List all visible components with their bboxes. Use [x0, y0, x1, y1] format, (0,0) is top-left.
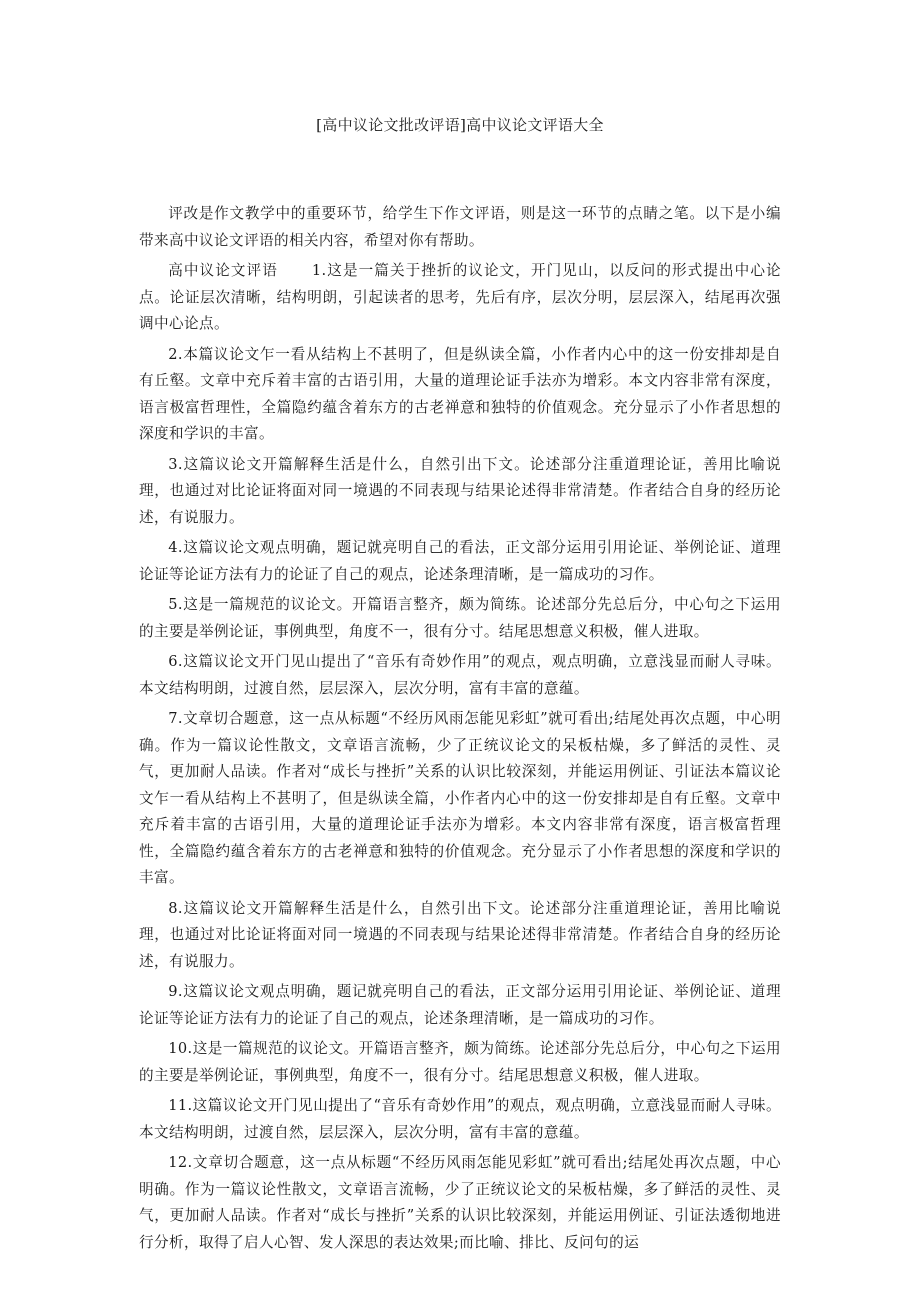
- comment-8: 8.这篇议论文开篇解释生活是什么，自然引出下文。论述部分注重道理论证，善用比喻说理，也通过对比论证将面对同一境遇的不同表现与结果论述得非常清楚。作者结合自身的经历论述，有说服力。: [139, 899, 781, 970]
- intro-paragraph: 评改是作文教学中的重要环节，给学生下作文评语，则是这一环节的点睛之笔。以下是小编带来高中议论文评语的相关内容，希望对你有帮助。: [139, 205, 781, 249]
- comment-11: 11.这篇议论文开门见山提出了“音乐有奇妙作用”的观点，观点明确，立意浅显而耐人寻味。本文结构明朗，过渡自然，层层深入，层次分明，富有丰富的意蕴。: [139, 1097, 781, 1141]
- comment-12: 12.文章切合题意，这一点从标题“不经历风雨怎能见彩虹”就可看出;结尾处再次点题，中心明确。作为一篇议论性散文，文章语言流畅，少了正统议论文的呆板枯燥，多了鲜活的灵性、灵气，更加耐人品读。作者对“成长与挫折”关系的认识比较深刻，并能运用例证、引证法透彻地进行分析，取得了启人心智、发人深思的表达效果;而比喻、排比、反问句的运: [139, 1154, 781, 1251]
- comment-10: 10.这是一篇规范的议论文。开篇语言整齐，颇为简练。论述部分先总后分，中心句之下运用的主要是举例论证，事例典型，角度不一，很有分寸。结尾思想意义积极，催人进取。: [139, 1040, 781, 1084]
- comment-paragraph-1: [139, 258, 781, 338]
- comment-9: 9.这篇议论文观点明确，题记就亮明自己的看法，正文部分运用引用论证、举例论证、道理论证等论证方法有力的论证了自己的观点，论述条理清晰，是一篇成功的习作。: [139, 983, 781, 1027]
- comment-5: 5.这是一篇规范的议论文。开篇语言整齐，颇为简练。论述部分先总后分，中心句之下运用的主要是举例论证，事例典型，角度不一，很有分寸。结尾思想意义积极，催人进取。: [139, 596, 781, 640]
- document-title: [高中议论文批改评语]高中议论文评语大全: [316, 116, 604, 134]
- section-label: 高中议论文评语: [168, 262, 278, 279]
- comment-6: 6.这篇议论文开门见山提出了“音乐有奇妙作用”的观点，观点明确，立意浅显而耐人寻味。本文结构明朗，过渡自然，层层深入，层次分明，富有丰富的意蕴。: [139, 653, 781, 697]
- comment-7: 7.文章切合题意，这一点从标题“不经历风雨怎能见彩虹”就可看出;结尾处再次点题，中心明确。作为一篇议论性散文，文章语言流畅，少了正统议论文的呆板枯燥，多了鲜活的灵性、灵气，更加耐人品读。作者对“成长与挫折”关系的认识比较深刻，并能运用例证、引证法本篇议论文乍一看从结构上不甚明了，但是纵读全篇，小作者内心中的这一份安排却是自有丘壑。文章中充斥着丰富的古语引用，大量的道理论证手法亦为增彩。本文内容非常有深度，语言极富哲理性，全篇隐约蕴含着东方的古老禅意和独特的价值观念。充分显示了小作者思想的深度和学识的丰富。: [139, 710, 781, 886]
- comment-4: 4.这篇议论文观点明确，题记就亮明自己的看法，正文部分运用引用论证、举例论证、道理论证等论证方法有力的论证了自己的观点，论述条理清晰，是一篇成功的习作。: [139, 539, 781, 583]
- comment-1: 1.这是一篇关于挫折的议论文，开门见山，以反问的形式提出中心论点。论证层次清晰，结构明朗，引起读者的思考，先后有序，层次分明，层层深入，结尾再次强调中心论点。: [139, 262, 781, 332]
- comment-3: 3.这篇议论文开篇解释生活是什么，自然引出下文。论述部分注重道理论证，善用比喻说理，也通过对比论证将面对同一境遇的不同表现与结果论述得非常清楚。作者结合自身的经历论述，有说服力。: [139, 455, 781, 526]
- document-body: [139, 201, 781, 1260]
- comment-2: 2.本篇议论文乍一看从结构上不甚明了，但是纵读全篇，小作者内心中的这一份安排却是自有丘壑。文章中充斥着丰富的古语引用，大量的道理论证手法亦为增彩。本文内容非常有深度，语言极富哲理性，全篇隐约蕴含着东方的古老禅意和独特的价值观念。充分显示了小作者思想的深度和学识的丰富。: [139, 345, 781, 442]
